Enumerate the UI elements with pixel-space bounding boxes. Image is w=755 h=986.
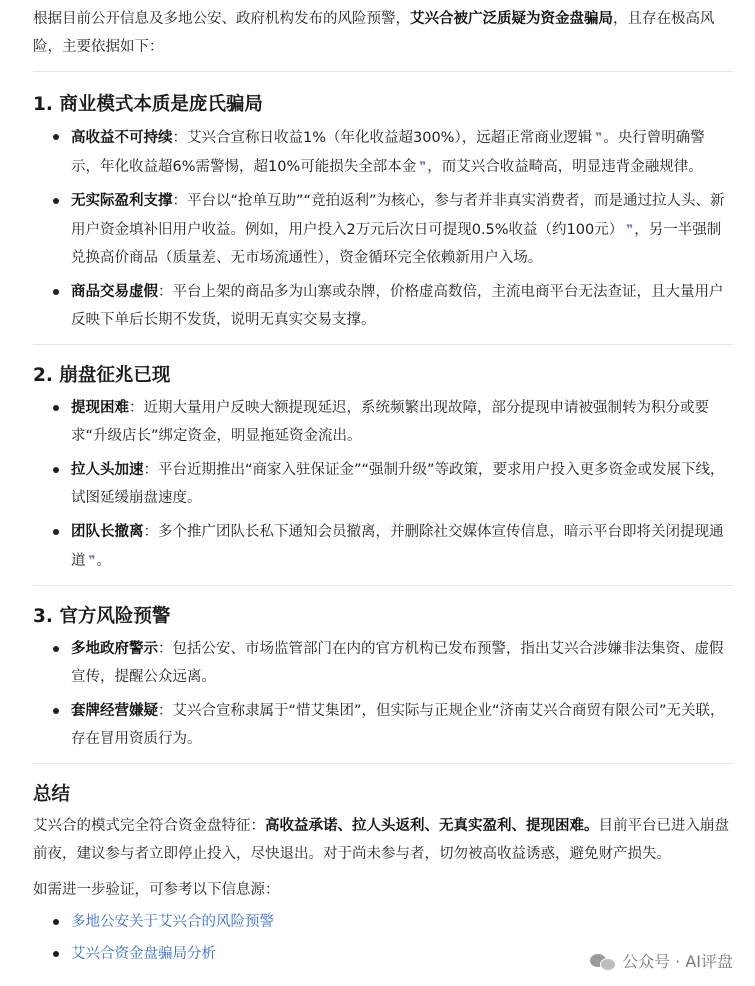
bullet-icon [53, 289, 59, 295]
citation-icon[interactable]: ❞ [595, 130, 601, 144]
section-1-title: 1. 商业模式本质是庞氏骗局 [33, 94, 263, 115]
sources-intro: 如需进一步验证，可参考以下信息源： [33, 882, 280, 898]
wechat-icon [590, 951, 616, 971]
list-item: 提现困难：近期大量用户反映大额提现延迟，系统频繁出现故障，部分提现申请被强制转为积分或要求“升级店长”绑定资金，明显拖延资金流出。 [33, 394, 733, 450]
bullet-icon [53, 919, 59, 925]
source-item [33, 908, 733, 936]
section-3-title: 3. 官方风险预警 [33, 606, 171, 627]
summary-paragraph: 艾兴合的模式完全符合资金盘特征：高收益承诺、拉人头返利、无真实盈利、提现困难。目前平台已进入崩盘前夜，建议参与者立即停止投入，尽快退出。对于尚未参与者，切勿被高收益诱惑，避免财产损失。 [33, 818, 729, 862]
intro-paragraph: 根据目前公开信息及多地公安、政府机构发布的风险预警，艾兴合被广泛质疑为资金盘骗局，且存在极高风险，主要依据如下： [33, 11, 715, 55]
bullet-icon [53, 467, 59, 473]
bullet-icon [53, 529, 59, 535]
bullet-icon [53, 405, 59, 411]
intro-bold: 艾兴合被广泛质疑为资金盘骗局 [410, 11, 613, 27]
summary-title: 总结 [33, 784, 71, 805]
bullet-icon [53, 708, 59, 714]
watermark-text: 公众号 · AI评盘 [622, 952, 733, 971]
list-item: 多地政府警示：包括公安、市场监管部门在内的官方机构已发布预警，指出艾兴合涉嫌非法集资、虚假宣传，提醒公众远离。 [33, 635, 733, 691]
source-link-scam-analysis[interactable]: 艾兴合资金盘骗局分析 [71, 946, 216, 962]
bullet-icon [53, 951, 59, 957]
section-2-title: 2. 崩盘征兆已现 [33, 365, 171, 386]
list-item: 无实际盈利支撑：平台以“抢单互助”“竞拍返利”为核心，参与者并非真实消费者，而是通过拉人头、新用户资金填补旧用户收益。例如，用户投入2万元后次日可提现0.5%收益（约100元） ❞ ，另一半强制兑换高价商品（质量差、无市场流通性），资金循环完全依赖新用户入场。 [33, 187, 733, 272]
bullet-icon [53, 198, 59, 204]
list-item: 团队长撤离：多个推广团队长私下通知会员撤离，并删除社交媒体宣传信息，暗示平台即将关闭提现通道 ❞ 。 [33, 518, 733, 575]
section-1-list [33, 123, 733, 334]
section-3-list [33, 635, 733, 753]
divider [33, 763, 733, 764]
list-item: 拉人头加速：平台近期推出“商家入驻保证金”“强制升级”等政策，要求用户投入更多资金或发展下线，试图延缓崩盘速度。 [33, 456, 733, 512]
divider [33, 71, 733, 72]
bullet-icon [53, 134, 59, 140]
section-2-list [33, 394, 733, 575]
source-link-police-warning[interactable]: 多地公安关于艾兴合的风险预警 [71, 914, 274, 930]
citation-icon[interactable]: ❞ [626, 222, 632, 236]
watermark [590, 949, 733, 972]
citation-icon[interactable]: ❞ [419, 159, 425, 173]
list-item: 高收益不可持续：艾兴合宣称日收益1%（年化收益超300%），远超正常商业逻辑 ❞ 。央行曾明确警示，年化收益超6%需警惕，超10%可能损失全部本金 ❞ ，而艾兴合收益畸高，明显违背金融规律。 [33, 123, 733, 181]
list-item: 套牌经营嫌疑：艾兴合宣称隶属于“惜艾集团”，但实际与正规企业“济南艾兴合商贸有限公司”无关联，存在冒用资质行为。 [33, 697, 733, 753]
article [33, 0, 733, 972]
list-item: 商品交易虚假：平台上架的商品多为山寨或杂牌，价格虚高数倍，主流电商平台无法查证，且大量用户反映下单后长期不发货，说明无真实交易支撑。 [33, 278, 733, 334]
divider [33, 344, 733, 345]
bullet-icon [53, 646, 59, 652]
citation-icon[interactable]: ❞ [88, 553, 94, 567]
divider [33, 585, 733, 586]
